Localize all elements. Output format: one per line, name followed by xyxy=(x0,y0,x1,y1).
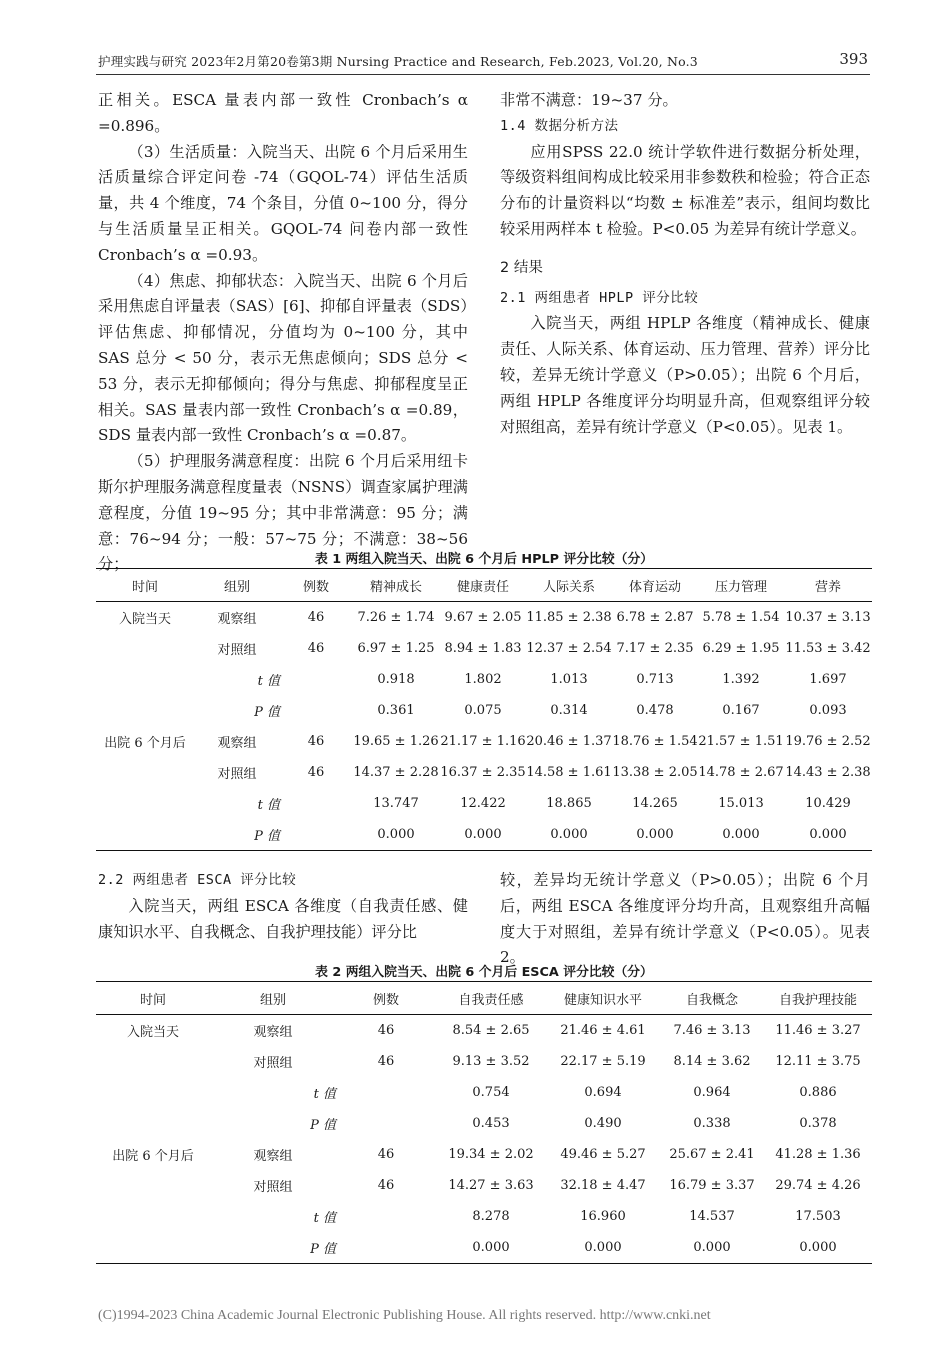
column-header: 压力管理 xyxy=(698,569,784,602)
value-cell: 0.490 xyxy=(584,1116,622,1131)
value-cell: 6.97 ± 1.25 xyxy=(357,641,435,656)
value-cell: 0.000 xyxy=(440,819,526,851)
value-cell: 0.478 xyxy=(636,703,674,718)
paragraph: 较，差异均无统计学意义（P>0.05）；出院 6 个月后，两组 ESCA 各维度评分均升高，且观察组升高幅度大于对照组，差异有统计学意义（P<0.05）。见表 2。 xyxy=(500,871,870,967)
value-cell: 0.167 xyxy=(722,703,760,718)
group-cell: 观察组 xyxy=(217,612,257,627)
table-cell xyxy=(96,1077,210,1108)
table-cell xyxy=(96,695,194,726)
value-cell: 1.392 xyxy=(722,672,760,687)
paragraph: （4）焦虑、抑郁状态：入院当天、出院 6 个月后采用焦虑自评量表（SAS）[6]、抑郁自评量表（SDS）评估焦虑、抑郁情况，分值均为 0~100 分，其中 SAS 总分 < 50 分，表示无焦虑倾向；SDS 总分 < 53 分，表示无抑郁倾向；得分与焦虑、抑郁程度呈正相关。SAS 量表内部一致性 Cronbach’s α =0.89，SDS 量表内部一致性 Cronbach’s α =0.87。 xyxy=(98,271,468,445)
table-cell xyxy=(336,1108,436,1139)
value-cell: 0.694 xyxy=(584,1085,622,1100)
table-cell xyxy=(96,1108,210,1139)
value-cell: 8.14 ± 3.62 xyxy=(673,1054,751,1069)
value-cell: 0.713 xyxy=(636,672,674,687)
value-cell: 14.58 ± 1.61 xyxy=(526,765,612,780)
value-cell: 8.54 ± 2.65 xyxy=(452,1023,530,1038)
column-header: 体育运动 xyxy=(612,569,698,602)
column-header: 时间 xyxy=(96,569,194,602)
table-row xyxy=(96,726,872,757)
paragraph: 入院当天，两组 HPLP 各维度（精神成长、健康责任、人际关系、体育运动、压力管理、营养）评分比较，差异无统计学意义（P>0.05）；出院 6 个月后，两组 HPLP 各维度评分均明显升高，但观察组评分较对照组高，差异有统计学意义（P<0.05）。见表 1。 xyxy=(500,314,870,436)
value-cell: 20.46 ± 1.37 xyxy=(526,734,612,749)
time-cell: 入院当天 xyxy=(118,612,171,627)
time-cell xyxy=(96,1046,210,1077)
value-cell: 8.94 ± 1.83 xyxy=(444,641,522,656)
table-row xyxy=(96,757,872,788)
column-header: 时间 xyxy=(96,982,210,1015)
value-cell: 29.74 ± 4.26 xyxy=(775,1178,861,1193)
count-cell: 46 xyxy=(307,641,325,656)
table-cell xyxy=(96,1201,210,1232)
value-cell: 0.000 xyxy=(764,1232,872,1264)
table-row xyxy=(96,1108,872,1139)
value-cell: 14.27 ± 3.63 xyxy=(448,1178,534,1193)
count-cell: 46 xyxy=(307,734,325,749)
value-cell: 0.378 xyxy=(799,1116,837,1131)
value-cell: 9.13 ± 3.52 xyxy=(452,1054,530,1069)
stat-label: P 值 xyxy=(194,819,280,851)
value-cell: 1.697 xyxy=(809,672,847,687)
value-cell: 0.000 xyxy=(660,1232,764,1264)
value-cell: 0.338 xyxy=(693,1116,731,1131)
value-cell: 0.000 xyxy=(546,1232,660,1264)
value-cell: 25.67 ± 2.41 xyxy=(669,1147,755,1162)
value-cell: 13.747 xyxy=(373,796,419,811)
value-cell: 0.314 xyxy=(550,703,588,718)
value-cell: 15.013 xyxy=(718,796,764,811)
value-cell: 11.46 ± 3.27 xyxy=(775,1023,861,1038)
table-row xyxy=(96,1046,872,1077)
value-cell: 10.429 xyxy=(805,796,851,811)
column-header: 例数 xyxy=(280,569,352,602)
value-cell: 11.53 ± 3.42 xyxy=(785,641,871,656)
table-header-row xyxy=(96,569,872,602)
time-cell xyxy=(96,1170,210,1201)
column-header: 健康知识水平 xyxy=(546,982,660,1015)
value-cell: 0.754 xyxy=(472,1085,510,1100)
column-header: 自我护理技能 xyxy=(764,982,872,1015)
group-cell: 对照组 xyxy=(253,1180,293,1195)
section-heading: 2.2 两组患者 ESCA 评分比较 xyxy=(98,872,297,888)
value-cell: 14.78 ± 2.67 xyxy=(698,765,784,780)
table-cell xyxy=(336,1201,436,1232)
value-cell: 0.075 xyxy=(464,703,502,718)
paragraph: （3）生活质量：入院当天、出院 6 个月后采用生活质量综合评定问卷 -74（GQOL-74）评估生活质量，共 4 个维度，74 个条目，分值 0~100 分，得分与生活质量呈正相关。GQOL-74 问卷内部一致性 Cronbach’s α =0.93。 xyxy=(98,142,468,264)
group-cell: 观察组 xyxy=(253,1149,293,1164)
section-2-2-left xyxy=(98,868,468,945)
value-cell: 16.37 ± 2.35 xyxy=(440,765,526,780)
value-cell: 0.000 xyxy=(352,819,440,851)
value-cell: 18.865 xyxy=(546,796,592,811)
value-cell: 0.964 xyxy=(693,1085,731,1100)
table1-hplp xyxy=(96,568,872,851)
table-row xyxy=(96,1015,872,1047)
group-cell: 观察组 xyxy=(253,1025,293,1040)
value-cell: 5.78 ± 1.54 xyxy=(702,610,780,625)
value-cell: 6.29 ± 1.95 xyxy=(702,641,780,656)
value-cell: 0.000 xyxy=(612,819,698,851)
value-cell: 41.28 ± 1.36 xyxy=(775,1147,861,1162)
value-cell: 16.79 ± 3.37 xyxy=(669,1178,755,1193)
value-cell: 0.000 xyxy=(526,819,612,851)
table-cell xyxy=(336,1077,436,1108)
stat-label: t 值 xyxy=(257,674,280,689)
value-cell: 7.17 ± 2.35 xyxy=(616,641,694,656)
section-2-2-right xyxy=(500,868,870,971)
value-cell: 21.57 ± 1.51 xyxy=(698,734,784,749)
table-row xyxy=(96,664,872,695)
column-header: 自我概念 xyxy=(660,982,764,1015)
group-cell: 观察组 xyxy=(217,736,257,751)
value-cell: 14.37 ± 2.28 xyxy=(353,765,439,780)
value-cell: 18.76 ± 1.54 xyxy=(612,734,698,749)
value-cell: 9.67 ± 2.05 xyxy=(444,610,522,625)
value-cell: 0.918 xyxy=(377,672,415,687)
table-row xyxy=(96,1201,872,1232)
table-cell xyxy=(280,788,352,819)
column-header: 营养 xyxy=(784,569,872,602)
value-cell: 0.453 xyxy=(472,1116,510,1131)
value-cell: 22.17 ± 5.19 xyxy=(560,1054,646,1069)
table-cell xyxy=(336,1232,436,1264)
value-cell: 32.18 ± 4.47 xyxy=(560,1178,646,1193)
value-cell: 12.37 ± 2.54 xyxy=(526,641,612,656)
time-cell xyxy=(96,757,194,788)
table-cell xyxy=(280,664,352,695)
column-header: 健康责任 xyxy=(440,569,526,602)
page-number: 393 xyxy=(839,50,868,68)
value-cell: 10.37 ± 3.13 xyxy=(785,610,871,625)
paragraph: 非常不满意：19~37 分。 xyxy=(500,91,678,109)
paragraph: （5）护理服务满意程度：出院 6 个月后采用纽卡斯尔护理服务满意程度量表（NSNS）调查家属护理满意程度，分值 19~95 分；其中非常满意：95 分；满意：76~94 分；一般：57~75 分；不满意：38~56 分； xyxy=(98,452,468,574)
column-header: 精神成长 xyxy=(352,569,440,602)
stat-label: t 值 xyxy=(313,1211,336,1226)
value-cell: 19.65 ± 1.26 xyxy=(353,734,439,749)
value-cell: 14.43 ± 2.38 xyxy=(785,765,871,780)
table2-esca xyxy=(96,981,872,1264)
value-cell: 8.278 xyxy=(472,1209,510,1224)
group-cell: 对照组 xyxy=(253,1056,293,1071)
table-cell xyxy=(280,819,352,851)
header-rule xyxy=(96,74,870,75)
table-row xyxy=(96,1077,872,1108)
count-cell: 46 xyxy=(307,610,325,625)
value-cell: 11.85 ± 2.38 xyxy=(526,610,612,625)
table-cell xyxy=(96,1232,210,1264)
stat-label: t 值 xyxy=(257,798,280,813)
column-header: 组别 xyxy=(210,982,336,1015)
column-header: 人际关系 xyxy=(526,569,612,602)
paragraph: 应用SPSS 22.0 统计学软件进行数据分析处理，等级资料组间构成比较采用非参数秩和检验；符合正态分布的计量资料以“均数 ± 标准差”表示，组间均数比较采用两样本 t 检验。P<0.05 为差异有统计学意义。 xyxy=(500,142,870,238)
paragraph: 入院当天，两组 ESCA 各维度（自我责任感、健康知识水平、自我概念、自我护理技能）评分比 xyxy=(98,896,468,941)
value-cell: 1.013 xyxy=(550,672,588,687)
value-cell: 19.34 ± 2.02 xyxy=(448,1147,534,1162)
table-row xyxy=(96,788,872,819)
value-cell: 16.960 xyxy=(580,1209,626,1224)
left-column xyxy=(98,88,468,578)
table-cell xyxy=(280,695,352,726)
running-header: 护理实践与研究 2023年2月第20卷第3期 Nursing Practice and Research, Feb.2023, Vol.20, No.3 xyxy=(98,54,698,69)
table1-caption: 表 1 两组入院当天、出院 6 个月后 HPLP 评分比较（分） xyxy=(314,552,654,567)
section-heading: 1.4 数据分析方法 xyxy=(500,117,619,134)
results-heading: 2 结果 xyxy=(500,259,543,276)
time-cell xyxy=(96,633,194,664)
time-cell: 出院 6 个月后 xyxy=(112,1149,194,1164)
value-cell: 13.38 ± 2.05 xyxy=(612,765,698,780)
count-cell: 46 xyxy=(307,765,325,780)
column-header: 自我责任感 xyxy=(436,982,546,1015)
time-cell: 出院 6 个月后 xyxy=(104,736,186,751)
value-cell: 0.000 xyxy=(784,819,872,851)
stat-label: P 值 xyxy=(210,1232,336,1264)
table-row xyxy=(96,602,872,634)
value-cell: 12.11 ± 3.75 xyxy=(775,1054,861,1069)
count-cell: 46 xyxy=(377,1054,395,1069)
paragraph: 正相关。ESCA 量表内部一致性 Cronbach’s α =0.896。 xyxy=(98,91,468,135)
stat-label: P 值 xyxy=(310,1118,336,1133)
value-cell: 7.26 ± 1.74 xyxy=(357,610,435,625)
column-header: 组别 xyxy=(194,569,280,602)
table-cell xyxy=(96,788,194,819)
table-cell xyxy=(96,664,194,695)
value-cell: 21.17 ± 1.16 xyxy=(440,734,526,749)
copyright-footer: (C)1994-2023 China Academic Journal Electronic Publishing House. All rights reserved. http://www.cnki.net xyxy=(98,1308,711,1323)
value-cell: 49.46 ± 5.27 xyxy=(560,1147,646,1162)
value-cell: 17.503 xyxy=(795,1209,841,1224)
table-header-row xyxy=(96,982,872,1015)
stat-label: P 值 xyxy=(254,705,280,720)
table-row xyxy=(96,1170,872,1201)
page-header xyxy=(98,48,868,72)
value-cell: 21.46 ± 4.61 xyxy=(560,1023,646,1038)
value-cell: 6.78 ± 2.87 xyxy=(616,610,694,625)
table-row xyxy=(96,633,872,664)
value-cell: 0.000 xyxy=(698,819,784,851)
table-row xyxy=(96,819,872,851)
time-cell: 入院当天 xyxy=(126,1025,179,1040)
group-cell: 对照组 xyxy=(217,767,257,782)
column-header: 例数 xyxy=(336,982,436,1015)
table-row xyxy=(96,1139,872,1170)
table-row xyxy=(96,1232,872,1264)
value-cell: 7.46 ± 3.13 xyxy=(673,1023,751,1038)
table-row xyxy=(96,695,872,726)
value-cell: 0.886 xyxy=(799,1085,837,1100)
section-heading: 2.1 两组患者 HPLP 评分比较 xyxy=(500,289,699,306)
group-cell: 对照组 xyxy=(217,643,257,658)
value-cell: 0.361 xyxy=(377,703,415,718)
value-cell: 14.537 xyxy=(689,1209,735,1224)
value-cell: 0.093 xyxy=(809,703,847,718)
count-cell: 46 xyxy=(377,1147,395,1162)
table-cell xyxy=(96,819,194,851)
stat-label: t 值 xyxy=(313,1087,336,1102)
count-cell: 46 xyxy=(377,1023,395,1038)
right-column xyxy=(500,88,870,440)
value-cell: 14.265 xyxy=(632,796,678,811)
value-cell: 1.802 xyxy=(464,672,502,687)
count-cell: 46 xyxy=(377,1178,395,1193)
value-cell: 19.76 ± 2.52 xyxy=(785,734,871,749)
value-cell: 0.000 xyxy=(436,1232,546,1264)
table2-caption: 表 2 两组入院当天、出院 6 个月后 ESCA 评分比较（分） xyxy=(315,965,653,980)
value-cell: 12.422 xyxy=(460,796,506,811)
